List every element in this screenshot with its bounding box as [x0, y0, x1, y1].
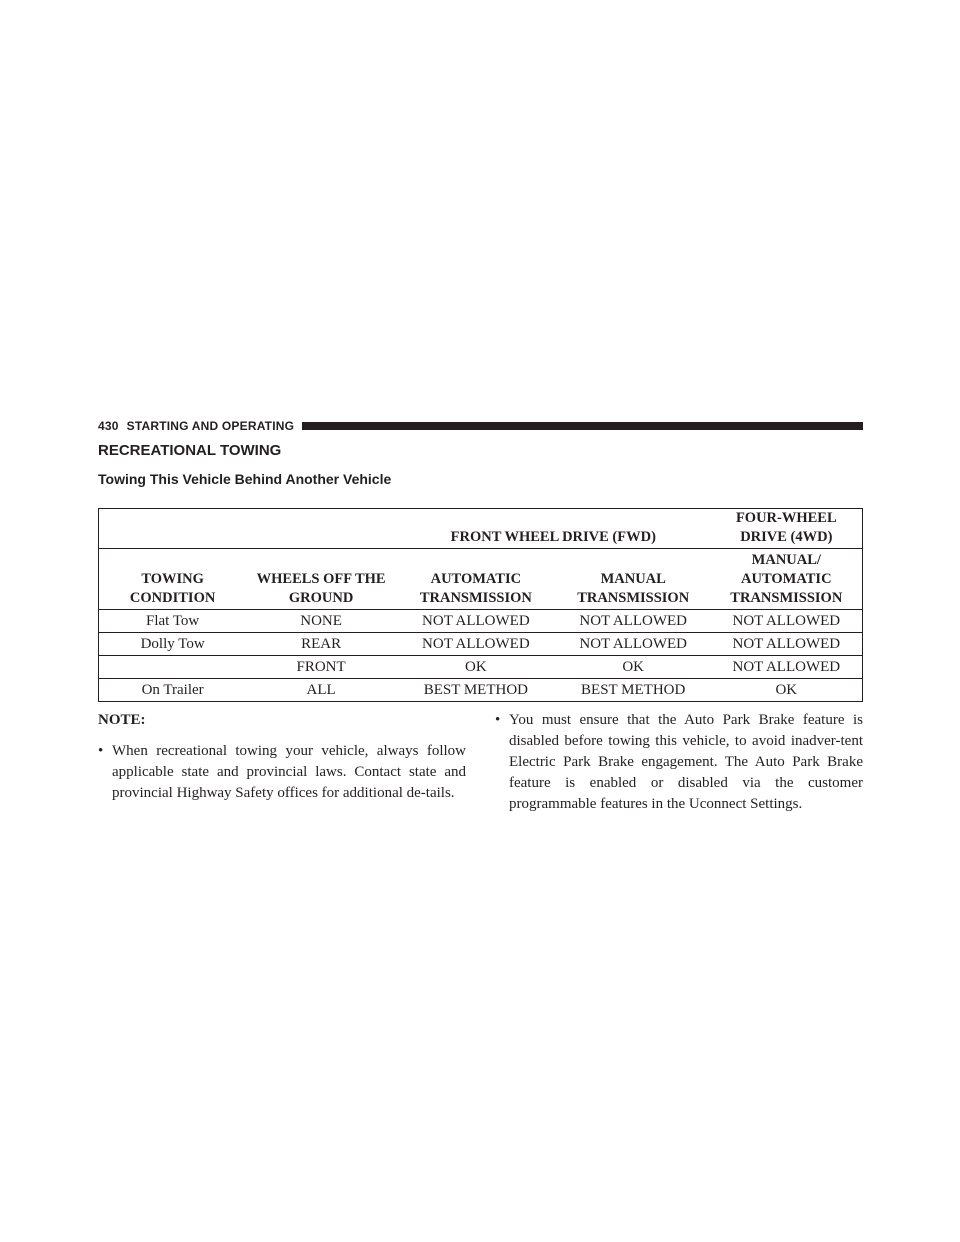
- column-header-4wd-manual-automatic: MANUAL/ AUTOMATIC TRANSMISSION: [730, 552, 843, 606]
- cell-fwd-auto: NOT ALLOWED: [422, 612, 530, 629]
- bullet-icon: •: [98, 743, 104, 759]
- group-header-fwd: FRONT WHEEL DRIVE (FWD): [450, 529, 656, 545]
- cell-condition: Dolly Tow: [140, 635, 205, 652]
- cell-4wd: NOT ALLOWED: [732, 635, 841, 652]
- page-header: [98, 418, 863, 434]
- column-header-fwd-automatic: AUTOMATIC TRANSMISSION: [419, 571, 532, 606]
- note-bullet: [495, 710, 863, 815]
- table-row: [99, 656, 863, 679]
- notes-left-column: [98, 710, 466, 815]
- cell-fwd-manual: NOT ALLOWED: [579, 612, 687, 629]
- table-column-header-row: [99, 549, 863, 610]
- column-header-towing-condition: TOWING CONDITION: [129, 571, 216, 606]
- notes-right-column: [495, 710, 863, 815]
- notes-section: [98, 710, 863, 815]
- cell-4wd: OK: [775, 681, 798, 698]
- subsection-title: Towing This Vehicle Behind Another Vehicle: [98, 471, 392, 487]
- cell-condition: On Trailer: [141, 681, 204, 698]
- bullet-icon: •: [495, 712, 501, 728]
- table-row: [99, 679, 863, 702]
- cell-condition: [99, 656, 247, 679]
- cell-4wd: NOT ALLOWED: [732, 658, 841, 675]
- section-name: STARTING AND OPERATING: [126, 419, 295, 433]
- cell-condition: Flat Tow: [146, 612, 200, 629]
- column-header-wheels-off: WHEELS OFF THE GROUND: [256, 571, 386, 606]
- column-header-fwd-manual: MANUAL TRANSMISSION: [577, 571, 690, 606]
- table-row: [99, 633, 863, 656]
- cell-fwd-manual: OK: [622, 658, 645, 675]
- cell-fwd-auto: OK: [465, 658, 487, 675]
- note-label: NOTE:: [98, 712, 146, 728]
- page-number: 430: [98, 419, 119, 433]
- cell-fwd-manual: BEST METHOD: [581, 681, 686, 698]
- note-bullet-text: When recreational towing your vehicle, always follow applicable state and provincial laws. Contact state and provincial Highway Safety offices for additional de-tails.: [112, 743, 466, 801]
- note-bullet: [98, 741, 466, 804]
- header-rule: [302, 422, 863, 430]
- empty-header-cell: [99, 509, 247, 549]
- empty-header-cell: [246, 509, 396, 549]
- note-bullet-text: You must ensure that the Auto Park Brake feature is disabled before towing this vehicle, to avoid inadver-tent Electric Park Brake engagement. The Auto Park Brake feature is enabled or disabled via the customer programmable features in the Uconnect Settings.: [509, 712, 863, 812]
- cell-wheels: NONE: [300, 612, 342, 629]
- cell-wheels: ALL: [306, 681, 336, 698]
- table-group-header-row: [99, 509, 863, 549]
- cell-fwd-auto: BEST METHOD: [423, 681, 528, 698]
- towing-table: [98, 508, 863, 702]
- cell-wheels: REAR: [301, 635, 342, 652]
- cell-fwd-manual: NOT ALLOWED: [579, 635, 687, 652]
- cell-wheels: FRONT: [296, 658, 346, 675]
- cell-fwd-auto: NOT ALLOWED: [422, 635, 530, 652]
- section-title: RECREATIONAL TOWING: [98, 442, 282, 459]
- cell-4wd: NOT ALLOWED: [732, 612, 841, 629]
- group-header-4wd: FOUR-WHEEL DRIVE (4WD): [735, 510, 837, 545]
- table-row: [99, 610, 863, 633]
